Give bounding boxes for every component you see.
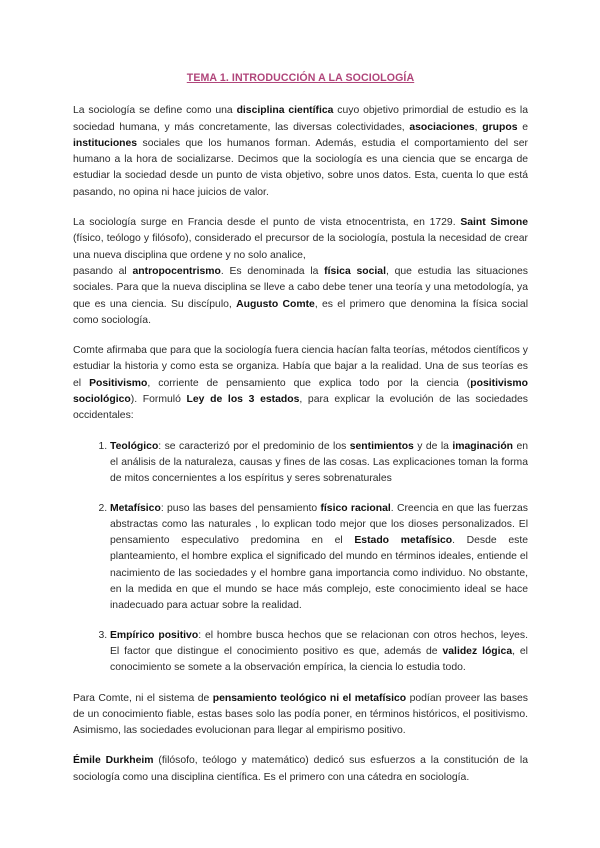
text-run: : puso las bases del pensamiento	[160, 502, 321, 514]
bold-term: Augusto Comte	[236, 298, 315, 310]
text-run: e	[517, 121, 528, 133]
text-run: . Desde este planteamiento, el hombre explica el significado del mundo en términos ideales, entiende el nacimiento de las sociedades y el hombre gana importancia como individuo. No obstante, en la medida en que el mundo se hace más complejo, este conocimiento ideal se hace inadecuado para actuar sobre la realidad.	[110, 535, 528, 612]
bold-term: grupos	[482, 121, 518, 133]
text-run: sociales que los humanos forman. Además, estudia el comportamiento del ser humano a la hora de socializarse. Decimos que la sociología es una ciencia que se encarga de estudiar la sociedad desde un punto de vista objetivo, sobre unos datos. Esta, cuenta lo que está pasando, no opina ni hace juicios de valor.	[73, 137, 528, 198]
text-run: cuyo objetivo primordial de estudio es la sociedad humana, y más concretamente, las diversas colectividades,	[73, 105, 528, 133]
text-run: , corriente de pensamiento que explica todo por la ciencia (	[147, 377, 471, 389]
bold-term: Estado metafísico	[354, 535, 453, 547]
text-run: La sociología se define como una	[73, 105, 237, 117]
bold-term: imaginación	[452, 440, 514, 452]
text-run: podían proveer las bases de un conocimiento fiable, estas bases solo las podía poner, en términos históricos, el positivismo. Asimismo, las sociedades evolucionan para llegar al empirismo positivo.	[73, 692, 528, 737]
text-run: , es el primero que denomina la física social como sociología.	[73, 298, 529, 326]
bold-term: validez lógica	[442, 645, 513, 657]
text-run: La sociología surge en Francia desde el punto de vista etnocentrista, en 1729.	[73, 217, 461, 229]
text-run: , el conocimiento se somete a la observación empírica, la ciencia lo estudia todo.	[110, 645, 528, 674]
three-states-list	[73, 439, 528, 677]
text-run: . Es denominada la	[220, 265, 325, 277]
paragraph-definition	[73, 103, 528, 201]
text-run: en el análisis de la naturaleza, causas y fines de las cosas. Las explicaciones toman la forma de mitos concernientes a los espíritus y seres sobrenaturales	[110, 440, 528, 485]
text-run: y de la	[413, 440, 453, 452]
text-run: ). Formuló	[130, 394, 187, 406]
bold-term: disciplina científica	[236, 105, 334, 117]
bold-term: Émile Durkheim	[73, 755, 154, 767]
bold-term: Empírico positivo	[110, 629, 199, 641]
bold-term: Positivismo	[89, 377, 148, 389]
page-title: TEMA 1. INTRODUCCIÓN A LA SOCIOLOGÍA	[186, 72, 415, 84]
bold-term: asociaciones	[409, 121, 475, 133]
bold-term: Teológico	[110, 440, 159, 452]
text-run: . Creencia en que las fuerzas abstractas como las naturales , lo explican todo mejor que los dioses personalizados. El pensamiento especulativo predomina en el	[110, 502, 529, 547]
list-item-teologico	[110, 439, 528, 488]
bold-term: pensamiento teológico ni el metafísico	[212, 692, 407, 704]
text-run: : se caracterizó por el predominio de los	[158, 440, 350, 452]
text-run: pasando al	[73, 265, 133, 277]
paragraph-origin	[73, 215, 528, 329]
text-run: Comte afirmaba que para que la sociología fuera ciencia hacían falta teorías, métodos científicos y estudiar la historia y como esta se organiza. Había que bajar a la realidad. Una de sus teorías es el	[73, 345, 528, 389]
list-item-metafisico	[110, 501, 528, 615]
paragraph-comte	[73, 343, 528, 424]
text-run: (físico, teólogo y filósofo), considerado el precursor de la sociología, postula la necesidad de crear una nueva disciplina que ordene y no solo analice,	[73, 233, 528, 261]
text-run: , que estudia las situaciones sociales. Para que la nueva disciplina se lleve a cabo debe tener una teoría y una metodología, ya que es una ciencia. Su discípulo,	[73, 265, 529, 310]
bold-term: sentimientos	[349, 440, 414, 452]
bold-term: Metafísico	[110, 502, 161, 514]
bold-term: físico racional	[320, 502, 391, 514]
bold-term: Saint Simone	[460, 217, 528, 229]
text-run: , para explicar la evolución de las sociedades occidentales:	[73, 394, 528, 422]
text-run: : el hombre busca hechos que se relacionan con otros hechos, leyes. El factor que distingue el conocimiento positivo es que, además de	[110, 629, 528, 657]
bold-term: Ley de los 3 estados	[186, 394, 300, 406]
text-run: Para Comte, ni el sistema de	[73, 692, 213, 704]
bold-term: positivismo sociológico	[73, 377, 528, 406]
bold-term: antropocentrismo	[132, 265, 221, 277]
bold-term: instituciones	[73, 137, 138, 149]
bold-term: física social	[324, 265, 386, 277]
text-run: (filósofo, teólogo y matemático) dedicó sus esfuerzos a la constitución de la sociología como una disciplina científica. Es el primero con una cátedra en sociología.	[73, 755, 528, 783]
paragraph-positivismo	[73, 691, 528, 740]
text-run: ,	[474, 121, 483, 133]
paragraph-durkheim	[73, 753, 528, 786]
list-item-empirico	[110, 628, 528, 677]
